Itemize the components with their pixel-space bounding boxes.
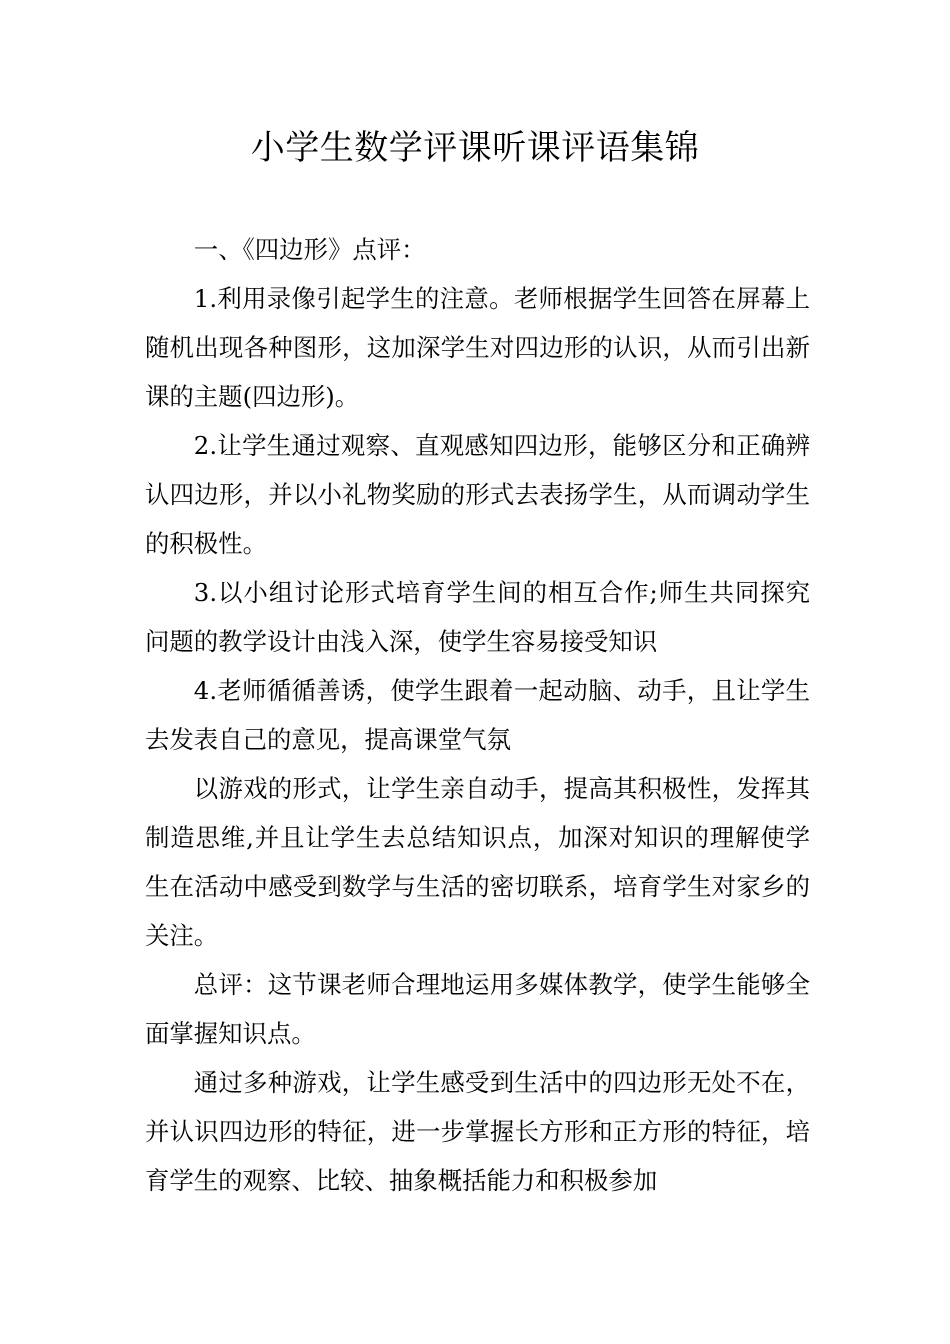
paragraph: 2.让学生通过观察、直观感知四边形，能够区分和正确辨认四边形，并以小礼物奖励的形式去表扬学生，从而调动学生的积极性。 [145,431,810,558]
paragraph: 1.利用录像引起学生的注意。老师根据学生回答在屏幕上随机出现各种图形，这加深学生对四边形的认识，从而引出新课的主题(四边形)。 [145,284,810,411]
paragraph: 3.以小组讨论形式培育学生间的相互合作;师生共同探究问题的教学设计由浅入深，使学生容易接受知识 [145,578,810,656]
paragraph: 通过多种游戏，让学生感受到生活中的四边形无处不在，并认识四边形的特征，进一步掌握长方形和正方形的特征，培育学生的观察、比较、抽象概括能力和积极参加 [145,1068,810,1195]
paragraph: 4.老师循循善诱，使学生跟着一起动脑、动手，且让学生去发表自己的意见，提高课堂气氛 [145,676,810,754]
document-title: 小学生数学评课听课评语集锦 [250,128,700,168]
paragraph: 总评：这节课老师合理地运用多媒体教学，使学生能够全面掌握知识点。 [145,970,810,1048]
document-body [145,225,810,1205]
section-heading: 一、《四边形》点评： [193,235,426,264]
paragraph: 以游戏的形式，让学生亲自动手，提高其积极性，发挥其制造思维,并且让学生去总结知识点，加深对知识的理解使学生在活动中感受到数学与生活的密切联系，培育学生对家乡的关注。 [145,774,810,950]
